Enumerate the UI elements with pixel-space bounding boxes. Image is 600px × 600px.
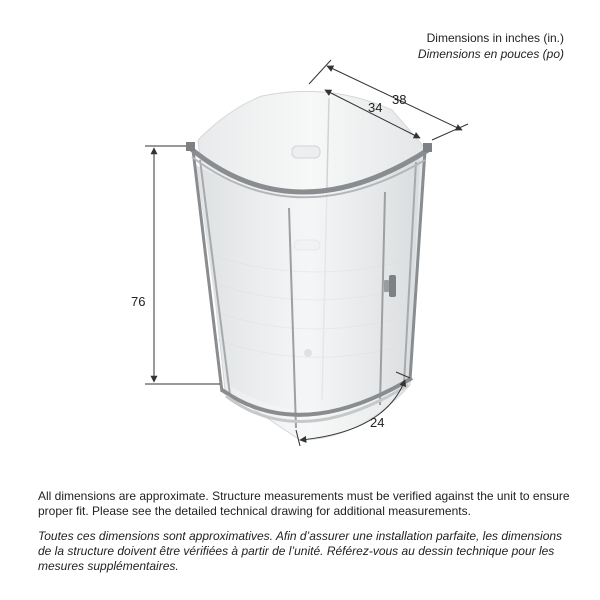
top-left-bracket <box>186 142 195 151</box>
units-french: Dimensions en pouces (po) <box>417 47 564 61</box>
outer-width-label: 38 <box>392 92 407 107</box>
disclaimer-notes <box>38 489 578 574</box>
door-opening-label: 24 <box>370 415 385 430</box>
shelf-upper <box>292 146 320 158</box>
units-english: Dimensions in inches (in.) <box>426 31 564 45</box>
height-label: 76 <box>131 294 146 309</box>
top-right-bracket <box>423 143 432 152</box>
disclaimer-english: All dimensions are approximate. Structure measurements must be verified against the unit to ensure proper fit. Please see the detailed technical drawing for additional measurements. <box>38 489 570 518</box>
disclaimer-french: Toutes ces dimensions sont approximatives. Afin d’assurer une installation parfaite, les dimensions de la structure doivent être vérifiées à partir de l’unité. Référez-vous au dessin technique pour les mesures supplémentaires. <box>38 529 563 573</box>
inner-width-label: 34 <box>368 100 383 115</box>
